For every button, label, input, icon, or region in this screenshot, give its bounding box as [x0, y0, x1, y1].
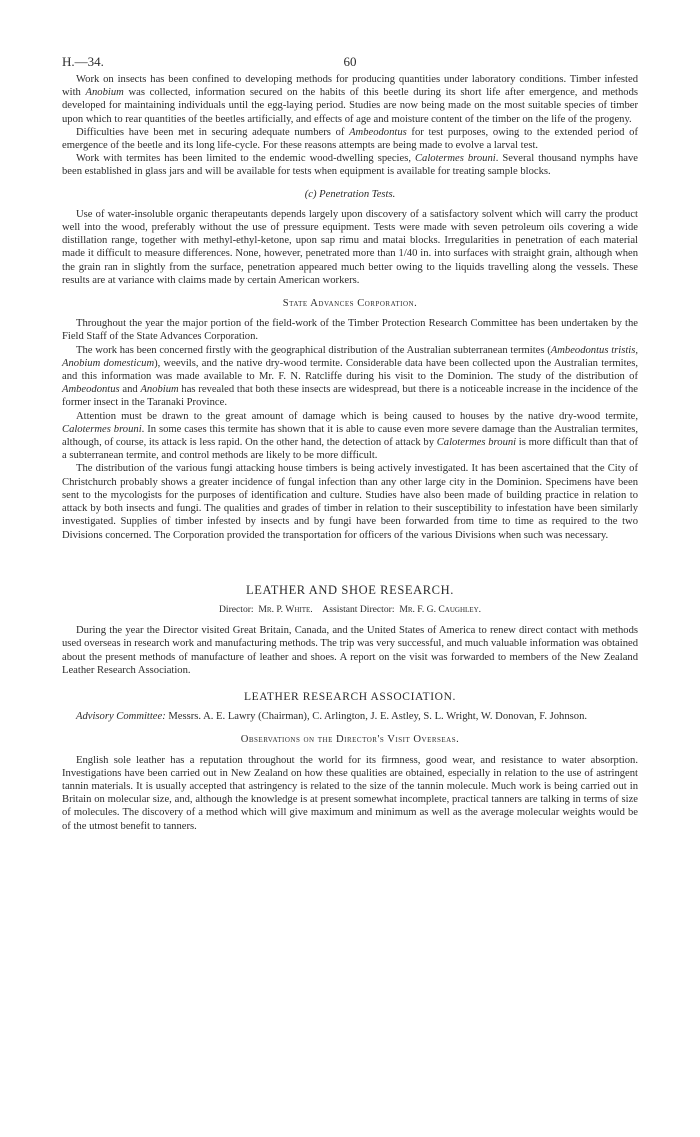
paragraph-fungi: The distribution of the various fungi attacking house timbers is being actively investigated. It has been ascertained that the City of Christchurch probably shows a greater incidence of fungal infection than any other large city in the Dominion. Specimens have been sent to the mycologists for the purposes of identification and culture. Studies have also been made of building practice in relation to attack by both insects and fungi. The qualities and grades of timber in relation to their susceptibility to infestation have been similarly investigated. Supplies of timber infested by insects and by fungi have been forwarded from time to time as required to the two Divisions concerned. The Corporation provided the transportation for officers of the various Divisions when such was necessary. [62, 463, 638, 541]
page-number: 60 [343, 54, 357, 69]
section-heading-observations: Observations on the Director's Visit Overseas. [240, 734, 460, 746]
paragraph-director-visit: During the year the Director visited Great Britain, Canada, and the United States of America to renew direct contact with methods used overseas in research work and manufacturing methods. The trip was very successful, and much valuable information was obtained about the present methods of manufacture of leather and shoes. A report on the visit was forwarded to members of the New Zealand Leather Research Association. [62, 625, 638, 676]
page-header [62, 55, 638, 73]
paragraph-distribution: The work has been concerned firstly with the geographical distribution of the Australian subterranean termites (Ambeodontus tristis, Anobium domesticum), weevils, and the native dry-wood termite. Considerable data have been collected upon the Australian termites, and this information was made available to Mr. F. N. Ratcliffe during his visit to the Dominion. The study of the distribution of Ambeodontus and Anobium has revealed that both these insects are widespread, but there is a noticeable increase in the incidence of the former insect in the Taranaki Province. [62, 344, 638, 409]
paragraph-advisory-committee: Advisory Committee: Messrs. A. E. Lawry (Chairman), C. Arlington, J. E. Astley, S. L. Wright, W. Donovan, F. Johnson. [76, 711, 588, 723]
heading-leather-shoe-research: LEATHER AND SHOE RESEARCH. [246, 582, 454, 597]
section-heading-penetration-tests: (c) Penetration Tests. [304, 188, 396, 200]
paragraph-insect-work: Work on insects has been confined to developing methods for producing quantities under laboratory conditions. Timber infested with Anobium was collected, information secured on the habits of this beetle during its short life after emergence, and methods developed for maintaining individuals until the egg-laying period. Studies are now being made on the most suitable species of timber upon which to rear quantities of the beetles artificially, and effects of age and moisture content of the timber on the life of the progeny. [62, 74, 638, 125]
heading-leather-research-association: LEATHER RESEARCH ASSOCIATION. [244, 690, 456, 703]
directors-line: Director: Mr. P. White. Assistant Director: Mr. F. G. Caughley. [218, 603, 482, 615]
paragraph-penetration: Use of water-insoluble organic therapeutants depends largely upon discovery of a satisfactory solvent which will carry the product well into the wood, preferably without the use of pressure equipment. Tests were made with seven petroleum oils covering a wide distillation range, together with methyl-ethyl-ketone, upon sap rimu and matai blocks. Irregularities in penetration of each material made it difficult to measure differences. None, however, penetrated more than 1/40 in. into surfaces with straight grain, although when the grain ran in slightly from the surface, penetration appeared much better owing to the liquids travelling along the vessels. These results are at variance with claims made by certain American workers. [62, 208, 638, 286]
paragraph-sole-leather: English sole leather has a reputation throughout the world for its firmness, good wear, and resistance to water absorption. Investigations have been carried out in New Zealand on how these qualities are obtained, especially in relation to the use of astringent tannin materials. It is usually accepted that astringency is related to the size of the tannin molecule. Much work is being carried out in Britain on molecular size, and, although the knowledge is at present somewhat incomplete, practical tanners are talking in terms of size of molecules. The discovery of a method which will give maximum and minimum as well as the average molecular weights would be of the utmost benefit to tanners. [62, 754, 638, 832]
paragraph-dry-wood-termite: Attention must be drawn to the great amount of damage which is being caused to houses by the native dry-wood termite, Calotermes brouni. In some cases this termite has shown that it is able to cause even more severe damage than the Australian termites, although, of course, its attack is less rapid. On the other hand, the detection of attack by Calotermes brouni is more difficult than that of a subterranean termite, and control methods are likely to be more difficult. [62, 410, 638, 462]
section-heading-state-advances: State Advances Corporation. [282, 298, 418, 310]
paragraph-ambeodontus-difficulties: Difficulties have been met in securing adequate numbers of Ambeodontus for test purposes, owing to the extended period of emergence of the beetle and its long life-cycle. For these reasons attempts are being made to evolve a larval test. [62, 126, 638, 152]
document-reference: H.—34. [62, 54, 104, 69]
paragraph-termites: Work with termites has been limited to the endemic wood-dwelling species, Calotermes brouni. Several thousand nymphs have been established in glass jars and will be available for tests when equipment is available for treating sample blocks. [62, 153, 638, 178]
paragraph-field-staff: Throughout the year the major portion of the field-work of the Timber Protection Research Committee has been undertaken by the Field Staff of the State Advances Corporation. [62, 318, 638, 343]
